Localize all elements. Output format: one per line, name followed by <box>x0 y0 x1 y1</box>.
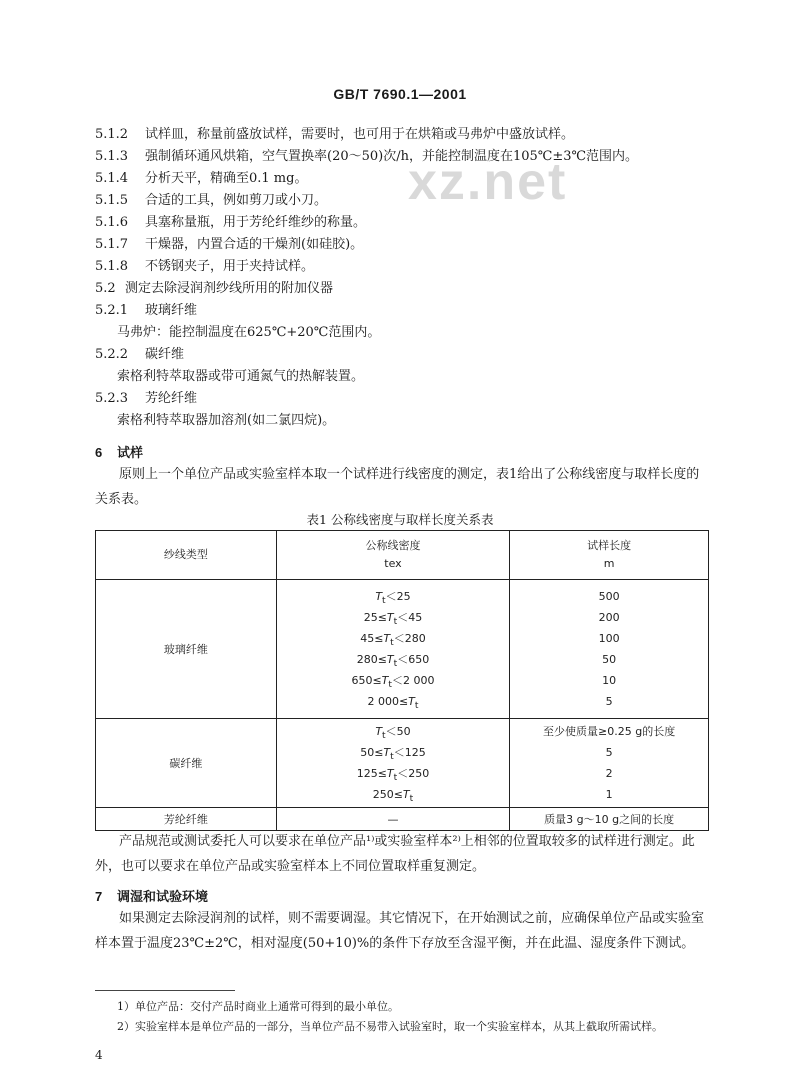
item-body <box>117 324 380 342</box>
footnote-2: 2）实验室样本是单位产品的一部分，当单位产品不易带入试验室时，取一个实验室样本，从其上截取所需试样。 <box>117 1020 663 1033</box>
length-value: 10 <box>602 674 617 687</box>
item-5-1-3 <box>95 148 638 166</box>
table-row-aramid <box>96 808 709 831</box>
section-7-paragraph: 如果测定去除浸润剂的试样，则不需要调湿。其它情况下，在开始测试之前，应确保单位产品或实验室样本置于温度23℃±2℃，相对湿度(50+10)%的条件下存放至含湿平衡，并在此温、湿度条件下测试。 <box>95 911 705 951</box>
length-cell <box>510 580 709 719</box>
density-value: $50\le T_t<125$ <box>360 746 426 763</box>
item-text: 索格利特萃取器加溶剂(如二氯四烷)。 <box>117 413 336 428</box>
item-number: 5.1.2 <box>95 127 129 142</box>
linear-density-table <box>95 530 709 831</box>
length-value: 100 <box>598 632 620 645</box>
length-value: 500 <box>598 590 620 603</box>
header-label: 公称线密度 <box>365 539 421 552</box>
table-row-glass <box>96 580 709 719</box>
section-number: 6 <box>95 445 103 460</box>
item-text: 强制循环通风烘箱，空气置换率(20～50)次/h，并能控制温度在105℃±3℃范围内。 <box>145 149 639 164</box>
density-value: $250\le T_t$ <box>372 788 414 805</box>
length-value: 至少使质量≥0.25 g的长度 <box>543 725 676 738</box>
density-value: $125\le T_t<250$ <box>356 767 430 784</box>
table-row-carbon <box>96 719 709 808</box>
length-cell: 质量3 g～10 g之间的长度 <box>510 808 709 831</box>
density-value: $280\le T_t<650$ <box>356 653 430 670</box>
item-text: 具塞称量瓶，用于芳纶纤维纱的称量。 <box>145 215 367 230</box>
item-body <box>117 368 364 386</box>
header-yarn-type: 纱线类型 <box>96 531 277 580</box>
item-5-1-5 <box>95 192 327 210</box>
item-number: 5.1.7 <box>95 237 129 252</box>
item-text: 干燥器，内置合适的干燥剂(如硅胶)。 <box>145 237 364 252</box>
item-5-1-4 <box>95 170 307 188</box>
table-caption: 表1 公称线密度与取样长度关系表 <box>306 512 494 527</box>
item-number: 5.2.3 <box>95 391 129 406</box>
header-unit: tex <box>384 557 402 570</box>
page-number: 4 <box>95 1048 103 1062</box>
length-value: 50 <box>602 653 617 666</box>
length-value: 2 <box>605 767 613 780</box>
density-value: $45\le T_t<280$ <box>360 632 426 649</box>
item-body <box>117 412 335 430</box>
item-number: 5.2.2 <box>95 347 129 362</box>
yarn-type-cell: 玻璃纤维 <box>96 580 277 719</box>
item-number: 5.1.6 <box>95 215 129 230</box>
density-value: $650\le T_t<2$ 000 <box>351 674 435 691</box>
item-number: 5.1.3 <box>95 149 129 164</box>
item-text: 不锈钢夹子，用于夹持试样。 <box>145 259 315 274</box>
header-sample-length <box>510 531 709 580</box>
item-5-1-7 <box>95 236 363 254</box>
item-text: 索格利特萃取器或带可通氮气的热解装置。 <box>117 369 365 384</box>
density-cell <box>276 580 510 719</box>
length-value: 5 <box>605 695 613 708</box>
item-5-2-3 <box>95 390 197 408</box>
section-title: 试样 <box>117 445 144 460</box>
density-value: $T_t<25$ <box>375 590 411 607</box>
length-value: 1 <box>605 788 613 801</box>
page-header: GB/T 7690.1—2001 <box>333 86 467 102</box>
length-cell <box>510 719 709 808</box>
item-5-2-1 <box>95 302 197 320</box>
item-5-1-8 <box>95 258 314 276</box>
item-text: 芳纶纤维 <box>145 391 198 406</box>
density-cell: — <box>276 808 510 831</box>
item-text: 碳纤维 <box>145 347 185 362</box>
item-text: 分析天平，精确至0.1 mg。 <box>145 171 308 186</box>
section-7-heading <box>95 888 208 906</box>
item-text: 玻璃纤维 <box>145 303 198 318</box>
footnote-1: 1）单位产品：交付产品时商业上通常可得到的最小单位。 <box>117 1000 399 1013</box>
item-5-1-6 <box>95 214 366 232</box>
section-6-paragraph: 原则上一个单位产品或实验室样本取一个试样进行线密度的测定，表1给出了公称线密度与取样长度的关系表。 <box>95 467 700 507</box>
yarn-type-cell: 芳纶纤维 <box>96 808 277 831</box>
length-value: 5 <box>605 746 613 759</box>
length-value: 200 <box>598 611 620 624</box>
item-5-2-2 <box>95 346 184 364</box>
item-number: 5.1.5 <box>95 193 129 208</box>
section-number: 7 <box>95 889 103 904</box>
item-text: 马弗炉：能控制温度在625℃+20℃范围内。 <box>117 325 381 340</box>
table-header-row <box>96 531 709 580</box>
section-title: 调湿和试验环境 <box>117 889 209 904</box>
item-5-1-2 <box>95 126 574 144</box>
footnote-rule <box>95 990 235 991</box>
density-value: $T_t<50$ <box>375 725 411 742</box>
item-number: 5.1.4 <box>95 171 129 186</box>
item-number: 5.2 <box>95 281 116 296</box>
density-cell <box>276 719 510 808</box>
item-number: 5.2.1 <box>95 303 129 318</box>
density-value: $25\le T_t<45$ <box>363 611 423 628</box>
watermark: xz.net <box>408 153 568 211</box>
item-text: 测定去除浸润剂纱线所用的附加仪器 <box>125 281 334 296</box>
yarn-type-cell: 碳纤维 <box>96 719 277 808</box>
item-number: 5.1.8 <box>95 259 129 274</box>
header-label: 试样长度 <box>587 539 632 552</box>
header-unit: m <box>603 557 615 570</box>
header-nominal-density <box>276 531 510 580</box>
item-text: 合适的工具，例如剪刀或小刀。 <box>145 193 328 208</box>
item-5-2 <box>95 280 333 298</box>
item-text: 试样皿，称量前盛放试样，需要时，也可用于在烘箱或马弗炉中盛放试样。 <box>145 127 575 142</box>
after-table-paragraph: 产品规范或测试委托人可以要求在单位产品¹⁾或实验室样本²⁾上相邻的位置取较多的试样进行测定。此外，也可以要求在单位产品或实验室样本上不同位置取样重复测定。 <box>95 834 695 874</box>
section-6-heading <box>95 444 143 462</box>
density-value: 2 $000\le T_t$ <box>367 695 419 712</box>
